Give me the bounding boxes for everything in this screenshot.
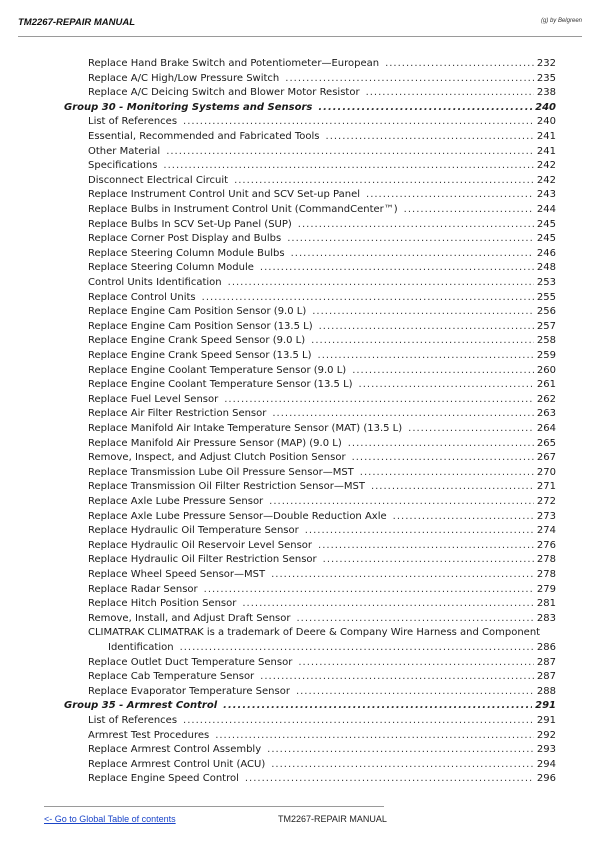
toc-page-number: 278 [536, 569, 556, 580]
dot-leader [371, 480, 534, 495]
toc-entry-label: Other Material [88, 145, 161, 157]
dot-leader [183, 115, 534, 130]
toc-page-number: 288 [536, 685, 556, 697]
toc-entry-label: Replace Axle Lube Pressure Sensor—Double Reduction Axle [88, 510, 387, 522]
toc-entry[interactable] [88, 349, 556, 364]
dot-leader [296, 685, 534, 700]
dot-leader [319, 320, 534, 335]
toc-entry[interactable] [88, 612, 556, 627]
dot-leader [385, 57, 534, 72]
dot-leader [287, 232, 534, 247]
toc-entry-label: Replace Steering Column Module [88, 262, 254, 274]
dot-leader [359, 378, 534, 393]
toc-page-number: 243 [536, 189, 556, 201]
dot-leader [312, 305, 534, 320]
toc-entry-label: Replace Evaporator Temperature Sensor [88, 685, 290, 697]
toc-entry[interactable] [88, 568, 556, 583]
toc-group-heading[interactable] [64, 101, 556, 116]
toc-page-number: 291 [535, 700, 556, 712]
dot-leader [366, 188, 534, 203]
toc-page-number: 253 [536, 277, 556, 288]
dot-leader [352, 364, 534, 379]
toc-page-number: 274 [536, 525, 556, 537]
dot-leader [202, 291, 534, 306]
toc-entry-label: Replace Hand Brake Switch and Potentiometer—European [88, 58, 380, 69]
toc-page-number: 256 [536, 306, 556, 318]
toc-entry-label: Replace Manifold Air Intake Temperature Sensor (MAT) (13.5 L) [88, 423, 403, 434]
toc-entry[interactable] [88, 495, 556, 510]
toc-entry[interactable] [88, 524, 556, 539]
toc-entry-label: Replace Hydraulic Oil Reservoir Level Sensor [88, 539, 313, 551]
toc-entry-label: Replace Instrument Control Unit and SCV Set-up Panel [88, 189, 361, 201]
toc-entry-label: Replace Transmission Oil Filter Restriction Sensor—MST [88, 481, 365, 493]
dot-leader [260, 670, 534, 685]
toc-page-number: 235 [536, 72, 556, 84]
toc-entry[interactable] [88, 188, 556, 203]
toc-entry-label: Replace Engine Crank Speed Sensor (13.5 L) [88, 350, 312, 361]
toc-entry-label: Remove, Install, and Adjust Draft Sensor [88, 612, 291, 624]
toc-page-number: 245 [536, 233, 556, 245]
dot-leader [163, 159, 533, 174]
toc-entry-label: Replace Outlet Duct Temperature Sensor [88, 656, 293, 668]
page-header [18, 17, 582, 31]
toc-page-number: 259 [536, 350, 556, 361]
toc-page-number: 293 [536, 744, 556, 756]
toc-entry[interactable] [88, 378, 556, 393]
toc-page-number: 232 [536, 58, 556, 69]
toc-entry[interactable] [88, 174, 556, 189]
toc-page-number: 286 [536, 642, 556, 653]
credit-text: (g) by Belgreen [540, 18, 582, 24]
dot-leader [267, 743, 534, 758]
dot-leader [228, 276, 534, 291]
toc-entry[interactable] [88, 145, 556, 160]
toc-page-number: 292 [536, 729, 556, 741]
toc-entry-label: Replace Air Filter Restriction Sensor [88, 408, 267, 420]
toc-page-number: 279 [536, 583, 556, 595]
toc-entry-label: Replace Engine Speed Control [88, 773, 239, 785]
dot-leader [360, 466, 534, 481]
toc-entry[interactable] [88, 626, 556, 641]
dot-leader [166, 145, 534, 160]
toc-entry[interactable] [88, 670, 556, 685]
toc-entry[interactable] [88, 130, 556, 145]
toc-page-number: 241 [536, 131, 556, 142]
toc-entry-label: Essential, Recommended and Fabricated Tools [88, 131, 320, 142]
toc-entry-label: Remove, Inspect, and Adjust Clutch Position Sensor [88, 452, 346, 464]
dot-leader [297, 612, 534, 627]
toc-page-number: 262 [536, 393, 556, 405]
toc-page-number: 294 [536, 758, 556, 770]
toc-entry[interactable] [88, 218, 556, 233]
toc-entry[interactable] [88, 364, 556, 379]
toc-page-number: 270 [536, 466, 556, 478]
dot-leader [272, 407, 534, 422]
toc-entry-label: Replace Armrest Control Unit (ACU) [88, 758, 266, 770]
toc-entry-label: Replace Engine Coolant Temperature Sensor (9.0 L) [88, 364, 347, 376]
toc-page-number: 273 [536, 510, 556, 522]
toc-entry[interactable] [88, 407, 556, 422]
toc-page-number: 248 [536, 262, 556, 274]
dot-leader [234, 174, 534, 189]
manual-title: TM2267-REPAIR MANUAL [18, 17, 136, 28]
toc-entry-label: Replace Radar Sensor [88, 583, 198, 595]
toc-entry-label: Replace Armrest Control Assembly [88, 744, 262, 756]
toc-entry-label: Identification [108, 642, 174, 653]
dot-leader [318, 349, 534, 364]
toc-entry[interactable] [88, 729, 556, 744]
toc-page-number: 281 [536, 598, 556, 610]
toc-entry-label: Replace Wheel Speed Sensor—MST [88, 569, 266, 580]
dot-leader [271, 758, 534, 773]
toc-page-number: 287 [536, 656, 556, 668]
dot-leader [269, 495, 534, 510]
toc-entry[interactable] [88, 437, 556, 452]
toc-page-number: 260 [536, 364, 556, 376]
dot-leader [224, 393, 534, 408]
toc-entry-label: Replace Steering Column Module Bulbs [88, 247, 285, 259]
dot-leader [311, 334, 534, 349]
toc-page-number: 283 [536, 612, 556, 624]
toc-entry-label: List of References [88, 715, 178, 726]
dot-leader [323, 553, 534, 568]
dot-leader [242, 597, 534, 612]
toc-entry[interactable] [88, 480, 556, 495]
toc-entry[interactable] [88, 772, 556, 787]
toc-entry[interactable] [88, 553, 556, 568]
toc-entry[interactable] [88, 597, 556, 612]
toc-entry[interactable] [88, 466, 556, 481]
toc-entry-label: Replace Corner Post Display and Bulbs [88, 233, 282, 245]
dot-leader [271, 568, 534, 583]
toc-entry[interactable] [88, 291, 556, 306]
header-divider [18, 36, 582, 37]
toc-entry-label: Replace Hydraulic Oil Filter Restriction Sensor [88, 554, 317, 566]
toc-entry[interactable] [88, 685, 556, 700]
dot-leader [298, 218, 534, 233]
toc-entry[interactable] [88, 451, 556, 466]
dot-leader [404, 203, 534, 218]
toc-page-number: 272 [536, 496, 556, 507]
toc-page-number: 241 [536, 145, 556, 157]
toc-entry[interactable] [88, 159, 556, 174]
toc-entry-label: Replace Engine Coolant Temperature Sensor (13.5 L) [88, 379, 353, 391]
toc-entry[interactable] [88, 758, 556, 773]
toc-entry-label: Replace Bulbs in Instrument Control Unit (CommandCenter™) [88, 204, 398, 215]
toc-entry-label: Replace Fuel Level Sensor [88, 393, 219, 405]
toc-page-number: 287 [536, 671, 556, 683]
dot-leader [326, 130, 534, 145]
toc-page-number: 276 [536, 539, 556, 551]
toc-entry-label: Replace Manifold Air Pressure Sensor (MAP) (9.0 L) [88, 437, 342, 449]
toc-page-number: 238 [536, 87, 556, 99]
toc-page-number: 265 [536, 437, 556, 449]
toc-entry[interactable] [88, 393, 556, 408]
toc-page-number: 291 [536, 715, 556, 726]
toc-page-number: 264 [536, 423, 556, 434]
toc-entry-label: List of References [88, 116, 178, 128]
toc-entry[interactable] [88, 72, 556, 87]
toc-page-number: 240 [535, 101, 556, 113]
global-toc-link[interactable]: <- Go to Global Table of contents [44, 814, 176, 824]
toc-entry-label: Replace Engine Crank Speed Sensor (9.0 L) [88, 335, 306, 347]
toc-entry-label: Replace Transmission Lube Oil Pressure Sensor—MST [88, 466, 354, 478]
toc-entry-continuation[interactable] [108, 641, 556, 656]
toc-entry[interactable] [88, 247, 556, 262]
dot-leader [366, 86, 534, 101]
toc-entry-label: Replace Hydraulic Oil Temperature Sensor [88, 525, 299, 537]
toc-page-number: 278 [536, 554, 556, 566]
toc-page-number: 242 [536, 174, 556, 186]
dot-leader [215, 729, 534, 744]
toc-page-number: 271 [536, 481, 556, 493]
toc-entry[interactable] [88, 714, 556, 729]
toc-entry[interactable] [88, 261, 556, 276]
toc-entry[interactable] [88, 86, 556, 101]
dot-leader [318, 539, 534, 554]
toc-entry-label: Replace Control Units [88, 291, 196, 303]
dot-leader [260, 261, 534, 276]
toc-entry-label: Replace Cab Temperature Sensor [88, 671, 255, 683]
dot-leader [291, 247, 534, 262]
dot-leader [204, 583, 534, 598]
dot-leader [285, 72, 534, 87]
dot-leader [352, 451, 534, 466]
toc-entry[interactable] [88, 232, 556, 247]
dot-leader [393, 510, 534, 525]
toc-entry[interactable] [88, 203, 556, 218]
dot-leader [223, 699, 532, 714]
toc-entry[interactable] [88, 320, 556, 335]
toc-entry-label: Replace Bulbs In SCV Set-Up Panel (SUP) [88, 218, 292, 230]
toc-entry[interactable] [88, 539, 556, 554]
toc-entry-label: Armrest Test Procedures [88, 729, 210, 741]
toc-group-label: Group 30 - Monitoring Systems and Sensors [64, 101, 313, 113]
toc-entry-label: Replace A/C High/Low Pressure Switch [88, 72, 280, 84]
toc-page-number: 242 [536, 160, 556, 172]
toc-entry-label: Replace A/C Deicing Switch and Blower Motor Resistor [88, 87, 360, 99]
toc-page-number: 255 [536, 291, 556, 303]
footer-manual-title: TM2267-REPAIR MANUAL [278, 814, 387, 824]
toc-page-number: 261 [536, 379, 556, 391]
toc-entry-label: Disconnect Electrical Circuit [88, 174, 229, 186]
toc-page-number: 267 [536, 452, 556, 464]
dot-leader [245, 772, 534, 787]
toc-entry-label: Specifications [88, 160, 158, 172]
toc-page-number: 258 [536, 335, 556, 347]
dot-leader [183, 714, 534, 729]
toc-page-number: 245 [536, 218, 556, 230]
toc-entry[interactable] [88, 57, 556, 72]
dot-leader [305, 524, 534, 539]
toc-entry-label: Replace Engine Cam Position Sensor (13.5 L) [88, 320, 313, 332]
toc-entry-label: CLIMATRAK CLIMATRAK is a trademark of Deere & Company Wire Harness and Component [88, 627, 541, 639]
toc-entry[interactable] [88, 583, 556, 598]
toc-entry-label: Replace Engine Cam Position Sensor (9.0 L) [88, 306, 307, 318]
toc-entry[interactable] [88, 510, 556, 525]
toc-page-number: 240 [536, 116, 556, 128]
toc-entry-label: Replace Axle Lube Pressure Sensor [88, 496, 264, 507]
toc-entry-label: Replace Hitch Position Sensor [88, 598, 237, 610]
dot-leader [180, 641, 534, 656]
dot-leader [408, 422, 534, 437]
toc-group-heading[interactable] [64, 699, 556, 714]
toc-entry[interactable] [88, 305, 556, 320]
dot-leader [348, 437, 534, 452]
toc-page-number: 263 [536, 408, 556, 420]
toc-page-number: 244 [536, 204, 556, 215]
toc-entry[interactable] [88, 334, 556, 349]
toc-entry-label: Control Units Identification [88, 277, 222, 288]
toc-page-number: 257 [536, 320, 556, 332]
toc-page-number: 246 [536, 247, 556, 259]
toc-entry[interactable] [88, 743, 556, 758]
toc-entry[interactable] [88, 422, 556, 437]
dot-leader [318, 101, 532, 116]
toc-group-label: Group 35 - Armrest Control [64, 700, 218, 712]
footer-divider [44, 806, 384, 807]
dot-leader [298, 656, 534, 671]
toc-entry[interactable] [88, 115, 556, 130]
toc-entry[interactable] [88, 656, 556, 671]
toc-page-number: 296 [536, 773, 556, 785]
toc-entry[interactable] [88, 276, 556, 291]
